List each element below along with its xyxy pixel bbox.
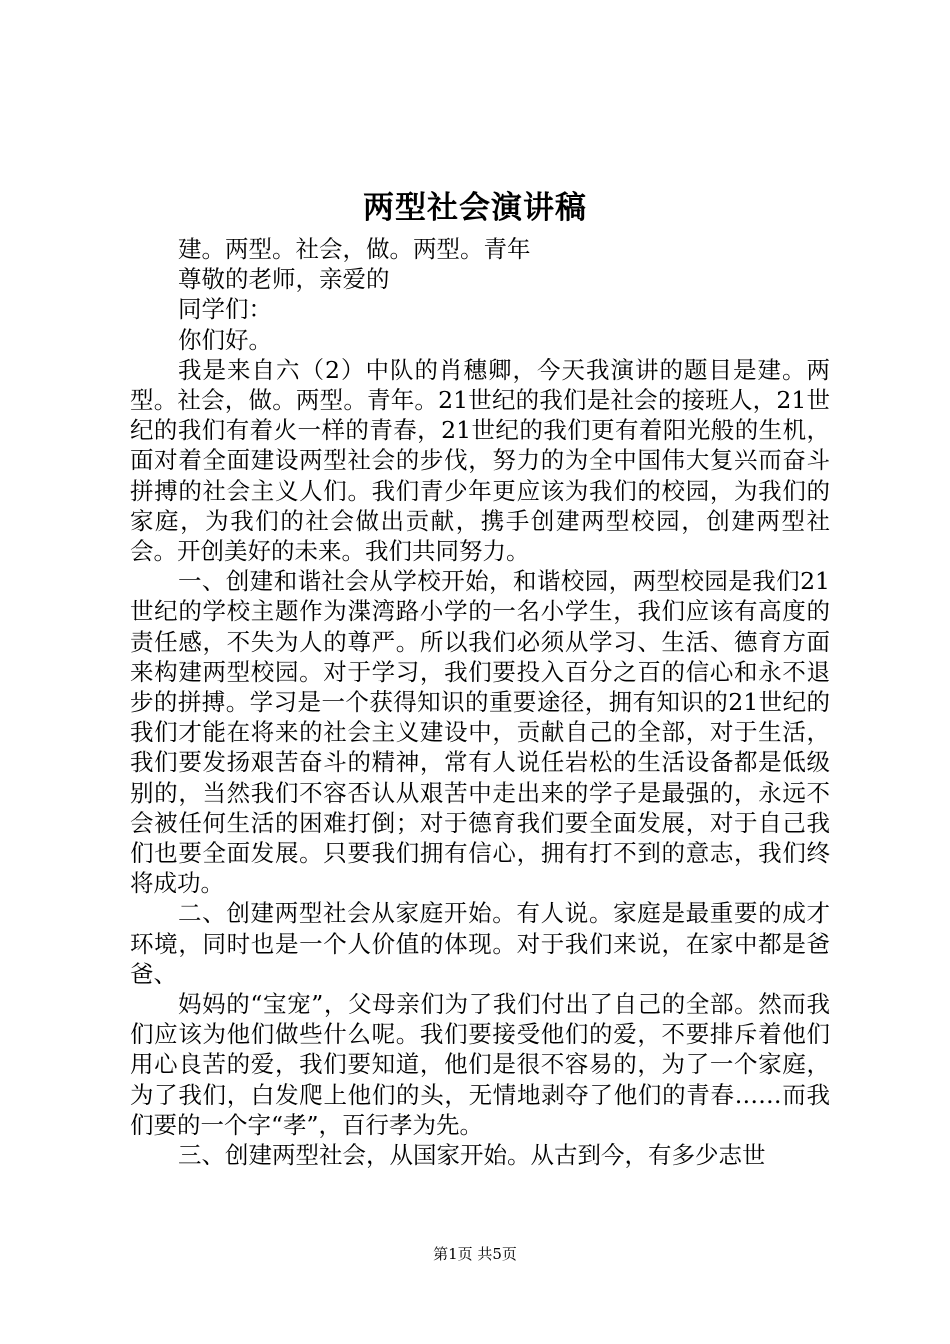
paragraph-greeting: 你们好。 <box>178 325 272 354</box>
paragraph-subtitle: 建。两型。社会，做。两型。青年 <box>178 235 531 263</box>
paragraph-salutation: 尊敬的老师，亲爱的 <box>178 265 390 294</box>
paragraph-section-2: 二、创建两型社会从家庭开始。有人说。家庭是最重要的成才环境，同时也是一个人价值的体现。对于我们来说，在家中都是爸爸、 <box>130 899 830 988</box>
paragraph-intro: 我是来自六（2）中队的肖穗卿，今天我演讲的题目是建。两型。社会，做。两型。青年。21世纪的我们是社会的接班人，21世纪的我们有着火一样的青春，21世纪的我们更有着阳光般的生机，面对着全面建设两型社会的步伐，努力的为全中国伟大复兴而奋斗拼搏的社会主义人们。我们青少年更应该为我们的校园，为我们的家庭，为我们的社会做出贡献，携手创建两型校园，创建两型社会。开创美好的未来。我们共同努力。 <box>130 355 830 566</box>
paragraph-salutation-cont: 同学们： <box>178 295 272 324</box>
paragraph-section-1: 一、创建和谐社会从学校开始，和谐校园，两型校园是我们21世纪的学校主题作为渫湾路小学的一名小学生，我们应该有高度的责任感，不失为人的尊严。所以我们必须从学习、生活、德育方面来构建两型校园。对于学习，我们要投入百分之百的信心和永不退步的拼搏。学习是一个获得知识的重要途径，拥有知识的21世纪的我们才能在将来的社会主义建设中，贡献自己的全部，对于生活，我们要发扬艰苦奋斗的精神，常有人说任岩松的生活设备都是低级别的，当然我们不容否认从艰苦中走出来的学子是最强的，永远不会被任何生活的困难打倒；对于德育我们要全面发展，对于自己我们也要全面发展。只要我们拥有信心，拥有打不到的意志，我们终将成功。 <box>130 567 830 898</box>
document-body <box>130 234 830 1170</box>
paragraph-section-3: 三、创建两型社会，从国家开始。从古到今，有多少志世 <box>178 1141 766 1170</box>
page-number-footer: 第1页 共5页 <box>433 1245 517 1263</box>
paragraph-section-2-cont: 妈妈的“宝宠”，父母亲们为了我们付出了自己的全部。然而我们应该为他们做些什么呢。我们要接受他们的爱，不要排斥着他们用心良苦的爱，我们要知道，他们是很不容易的，为了一个家庭，为了我们，白发爬上他们的头，无情地剥夺了他们的青春……而我们要的一个字“孝”，百行孝为先。 <box>130 990 830 1139</box>
document-title: 两型社会演讲稿 <box>363 190 587 226</box>
